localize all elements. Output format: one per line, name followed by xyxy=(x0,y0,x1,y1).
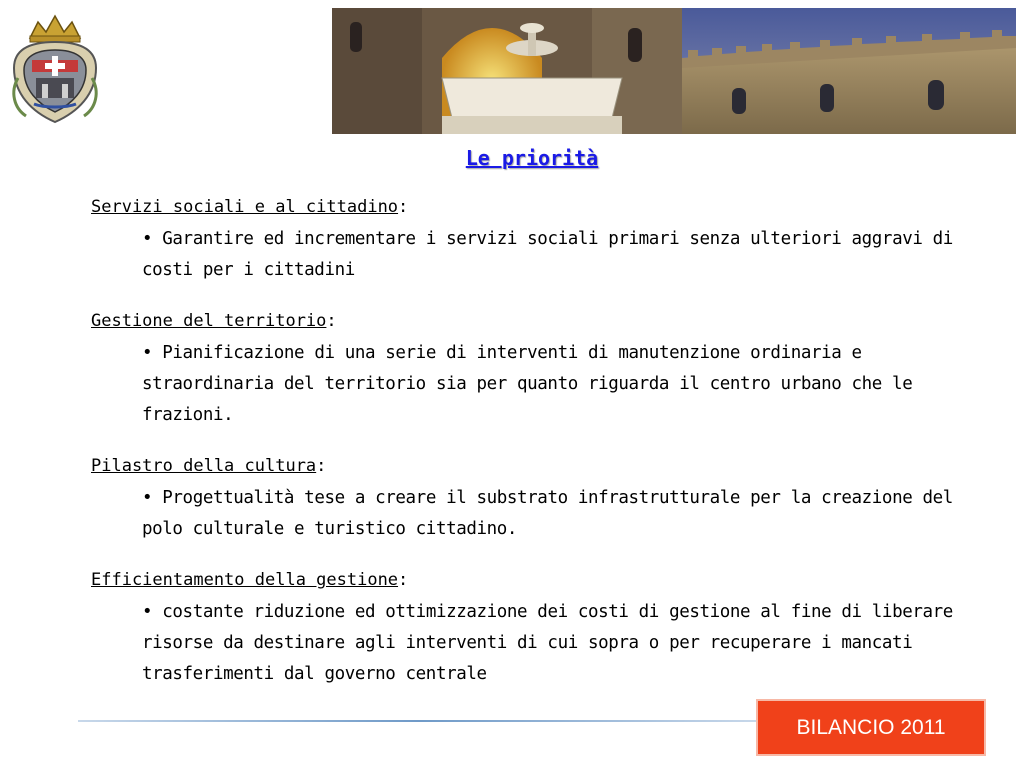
bullet-text: costante riduzione ed ottimizzazione dei costi di gestione al fine di liberare risorse da destinare agli interventi di cui sopra o per recuperare i mancati trasferimenti dal governo centrale xyxy=(142,602,953,684)
heading-colon: : xyxy=(316,456,327,476)
bullet-dot: • xyxy=(142,488,153,508)
section-heading xyxy=(91,310,991,332)
section-social-services xyxy=(91,196,991,286)
badge-label: BILANCIO 2011 xyxy=(796,715,946,739)
budget-badge xyxy=(756,699,986,756)
heading-text: Efficientamento della gestione xyxy=(91,570,399,590)
heading-text: Pilastro della cultura xyxy=(91,456,317,476)
heading-colon: : xyxy=(398,570,409,590)
slide-title: Le priorità xyxy=(465,146,599,170)
bullet-dot: • xyxy=(142,343,153,363)
section-management-efficiency xyxy=(91,569,991,690)
section-heading xyxy=(91,196,991,218)
priorities-list xyxy=(91,196,991,714)
bullet-text: Garantire ed incrementare i servizi sociali primari senza ulteriori aggravi di costi per i cittadini xyxy=(142,229,953,280)
section-heading xyxy=(91,569,991,591)
section-territory xyxy=(91,310,991,431)
coat-of-arms-logo xyxy=(8,8,102,130)
heading-text: Servizi sociali e al cittadino xyxy=(91,197,399,217)
heading-text: Gestione del territorio xyxy=(91,311,327,331)
section-culture xyxy=(91,455,991,545)
bullet-text: Pianificazione di una serie di interventi di manutenzione ordinaria e straordinaria del territorio sia per quanto riguarda il centro urbano che le frazioni. xyxy=(142,343,913,425)
bullet-item xyxy=(142,224,972,286)
bullet-item xyxy=(142,597,972,690)
bullet-item xyxy=(142,483,972,545)
section-heading xyxy=(91,455,991,477)
bullet-dot: • xyxy=(142,229,153,249)
bullet-item xyxy=(142,338,972,431)
bullet-text: Progettualità tese a creare il substrato infrastrutturale per la creazione del polo culturale e turistico cittadino. xyxy=(142,488,953,539)
heading-colon: : xyxy=(326,311,337,331)
header-photo-fountain-palace xyxy=(332,8,1016,134)
bullet-dot: • xyxy=(142,602,153,622)
heading-colon: : xyxy=(398,197,409,217)
footer-divider xyxy=(78,720,758,722)
